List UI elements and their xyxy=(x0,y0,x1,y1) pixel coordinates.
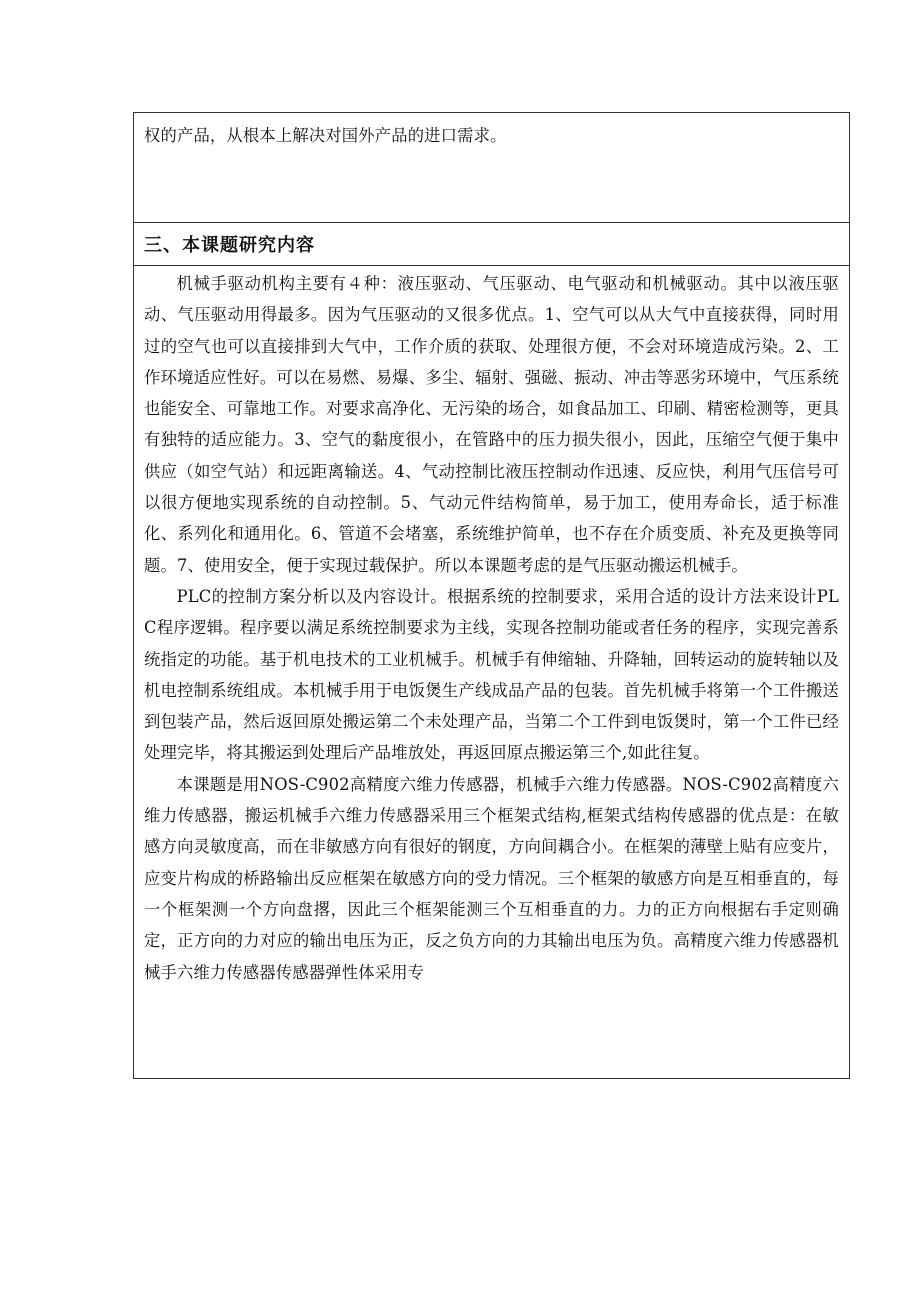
section-body-cell xyxy=(134,266,849,1078)
section-heading: 三、本课题研究内容 xyxy=(144,235,315,256)
document-table xyxy=(133,112,850,1079)
continuation-paragraph: 权的产品，从根本上解决对国外产品的进口需求。 xyxy=(144,126,507,145)
paragraph-force-sensor: 本课题是用NOS-C902高精度六维力传感器，机械手六维力传感器。NOS-C902高精度六维力传感器，搬运机械手六维力传感器采用三个框架式结构,框架式结构传感器的优点是：在敏感方向灵敏度高，而在非敏感方向有很好的钢度，方向间耦合小。在框架的薄壁上贴有应变片，应变片构成的桥路输出反应框架在敏感方向的受力情况。三个框架的敏感方向是互相垂直的，每一个框架测一个方向盘撂，因此三个框架能测三个互相垂直的力。力的正方向根据右手定则确定，正方向的力对应的输出电压为正，反之负方向的力其输出电压为负。高精度六维力传感器机械手六维力传感器传感器弹性体采用专 xyxy=(144,774,839,982)
section-heading-cell xyxy=(134,223,849,266)
previous-section-cell xyxy=(134,113,849,223)
paragraph-drive-mechanism: 机械手驱动机构主要有４种：液压驱动、气压驱动、电气驱动和机械驱动。其中以液压驱动、气压驱动用得最多。因为气压驱动的又很多优点。1、空气可以从大气中直接获得，同时用过的空气也可以直接排到大气中，工作介质的获取、处理很方便，不会对环境造成污染。2、工作环境适应性好。可以在易燃、易爆、多尘、辐射、强磁、振动、冲击等恶劣环境中，气压系统也能安全、可靠地工作。对要求高净化、无污染的场合，如食品加工、印刷、精密检测等，更具有独特的适应能力。3、空气的黏度很小，在管路中的压力损失很小，因此，压缩空气便于集中供应（如空气站）和远距离输送。4、气动控制比液压控制动作迅速、反应快，利用气压信号可以很方便地实现系统的自动控制。5、气动元件结构简单，易于加工，使用寿命长，适于标准化、系列化和通用化。6、管道不会堵塞，系统维护简单，也不存在介质变质、补充及更换等同题。7、使用安全，便于实现过载保护。所以本课题考虑的是气压驱动搬运机械手。 xyxy=(144,274,839,575)
paragraph-plc-design: PLC的控制方案分析以及内容设计。根据系统的控制要求，采用合适的设计方法来设计PLC程序逻辑。程序要以满足系统控制要求为主线，实现各控制功能或者任务的程序，实现完善系统指定的功能。基于机电技术的工业机械手。机械手有伸缩轴、升降轴，回转运动的旋转轴以及机电控制系统组成。本机械手用于电饭煲生产线成品产品的包装。首先机械手将第一个工件搬送到包装产品，然后返回原处搬运第二个未处理产品，当第二个工件到电饭煲时，第一个工件已经处理完毕，将其搬运到处理后产品堆放处，再返回原点搬运第三个,如此往复。 xyxy=(144,586,839,763)
